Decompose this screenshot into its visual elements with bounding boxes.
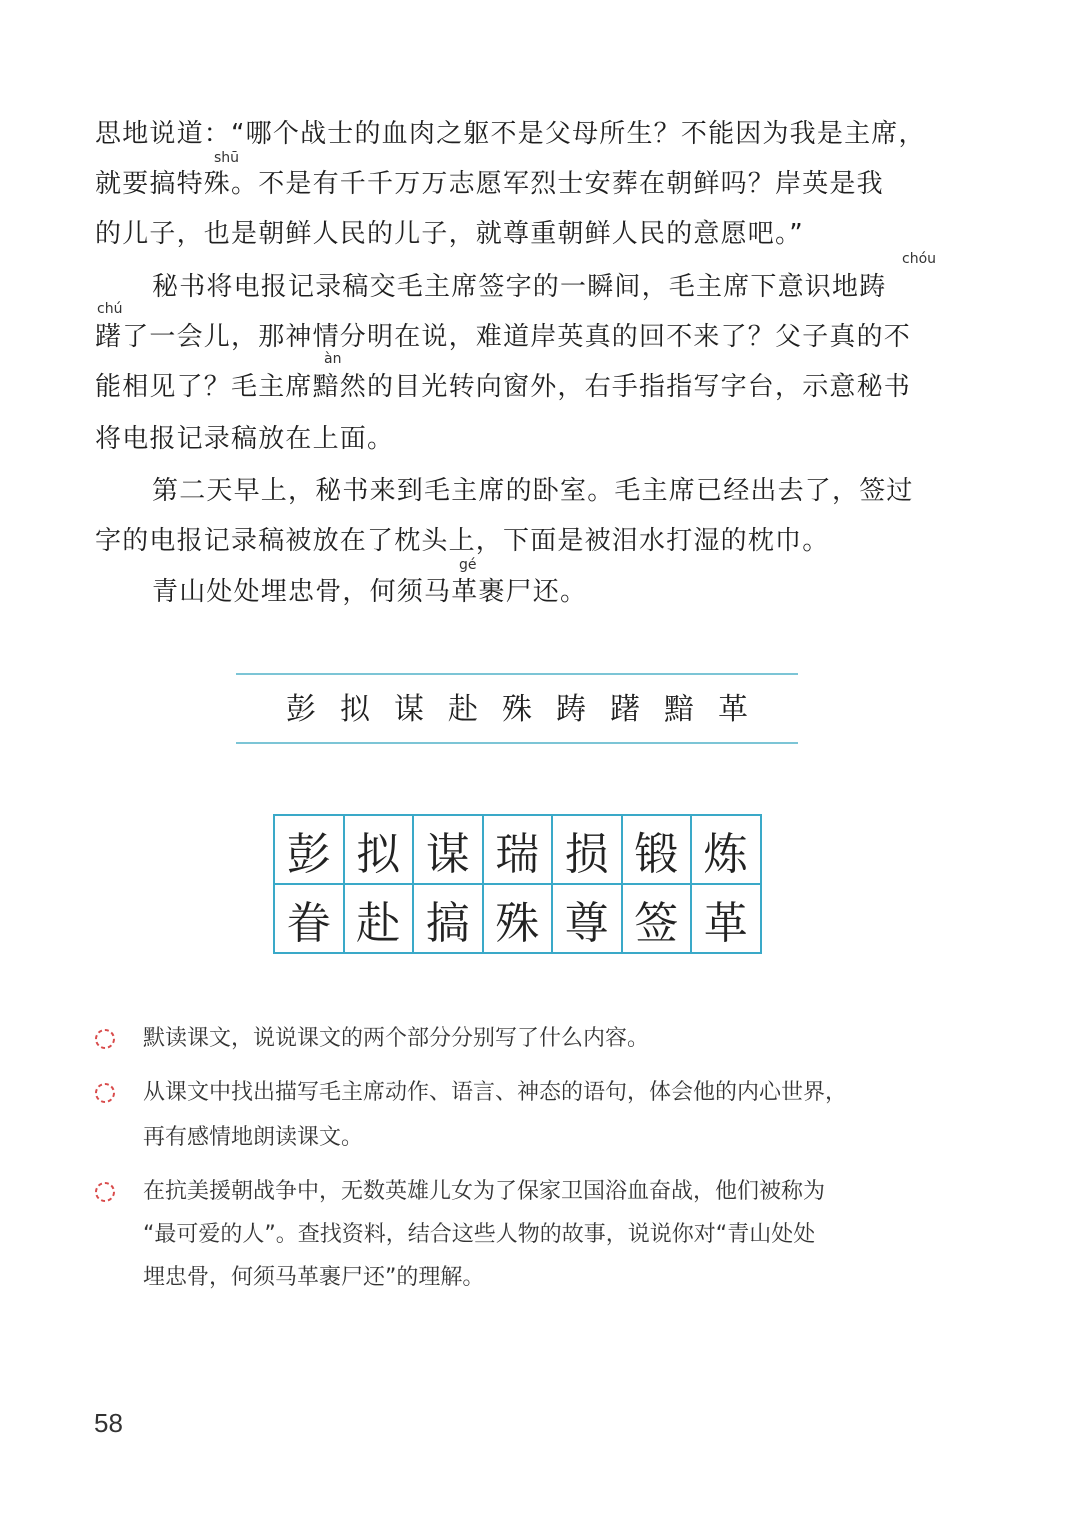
recognition-char: 黯	[664, 692, 694, 727]
writing-grid	[273, 814, 762, 954]
recognition-char: 彭	[286, 692, 316, 727]
pinyin-annotation: chú	[97, 301, 123, 317]
pinyin-annotation: àn	[324, 351, 342, 367]
bottom-rule	[236, 742, 798, 744]
grid-cell: 殊	[484, 885, 554, 954]
passage-line: 的儿子，也是朝鲜人民的儿子，就尊重朝鲜人民的意愿吧。”	[95, 219, 804, 249]
recognition-char: 拟	[340, 692, 370, 727]
grid-cell: 彭	[275, 816, 345, 885]
passage-line: 躇了一会儿，那神情分明在说，难道岸英真的回不来了？父子真的不	[95, 322, 912, 352]
exercise-line: 在抗美援朝战争中，无数英雄儿女为了保家卫国浴血奋战，他们被称为	[143, 1179, 826, 1204]
pinyin-annotation: chóu	[902, 251, 937, 267]
grid-cell: 眷	[275, 885, 345, 954]
recognition-char: 革	[718, 692, 748, 727]
grid-cell: 炼	[692, 816, 762, 885]
passage-line: 将电报记录稿放在上面。	[95, 424, 395, 454]
dashed-circle-icon	[93, 1027, 117, 1051]
grid-cell: 尊	[553, 885, 623, 954]
exercise-line: 默读课文，说说课文的两个部分分别写了什么内容。	[143, 1026, 650, 1051]
pinyin-annotation: shū	[214, 150, 240, 166]
recognition-char: 谋	[394, 692, 424, 727]
exercise-line: 再有感情地朗读课文。	[143, 1125, 364, 1150]
exercise-line: 从课文中找出描写毛主席动作、语言、神态的语句，体会他的内心世界，	[143, 1080, 848, 1105]
recognition-char: 赴	[448, 692, 478, 727]
recognition-char: 殊	[502, 692, 532, 727]
recognition-char: 躇	[610, 692, 640, 727]
passage-line: 秘书将电报记录稿交毛主席签字的一瞬间，毛主席下意识地踌	[152, 272, 887, 302]
passage-line: 青山处处埋忠骨，何须马革裹尸还。	[152, 577, 588, 607]
grid-cell: 锻	[623, 816, 693, 885]
grid-cell: 拟	[345, 816, 415, 885]
dashed-circle-icon	[93, 1081, 117, 1105]
passage-line: 第二天早上，秘书来到毛主席的卧室。毛主席已经出去了，签过	[152, 476, 914, 506]
exercise-line: “最可爱的人”。查找资料，结合这些人物的故事，说说你对“青山处处	[143, 1222, 816, 1247]
passage-line: 能相见了？毛主席黯然的目光转向窗外，右手指指写字台，示意秘书	[95, 372, 912, 402]
pinyin-annotation: gé	[459, 557, 477, 573]
grid-cell: 搞	[414, 885, 484, 954]
grid-cell: 革	[692, 885, 762, 954]
exercise-line: 埋忠骨，何须马革裹尸还”的理解。	[143, 1265, 485, 1290]
top-rule	[236, 673, 798, 675]
grid-cell: 赴	[345, 885, 415, 954]
grid-cell: 谋	[414, 816, 484, 885]
dashed-circle-icon	[93, 1180, 117, 1204]
recognition-char: 踌	[556, 692, 586, 727]
passage-line: 就要搞特殊。不是有千千万万志愿军烈士安葬在朝鲜吗？岸英是我	[95, 169, 884, 199]
grid-cell: 损	[553, 816, 623, 885]
grid-cell: 瑞	[484, 816, 554, 885]
passage-line: 字的电报记录稿被放在了枕头上，下面是被泪水打湿的枕巾。	[95, 526, 830, 556]
passage-line: 思地说道：“哪个战士的血肉之躯不是父母所生？不能因为我是主席，	[95, 119, 926, 149]
page-number: 58	[94, 1408, 123, 1438]
recognition-characters	[236, 690, 798, 730]
grid-cell: 签	[623, 885, 693, 954]
